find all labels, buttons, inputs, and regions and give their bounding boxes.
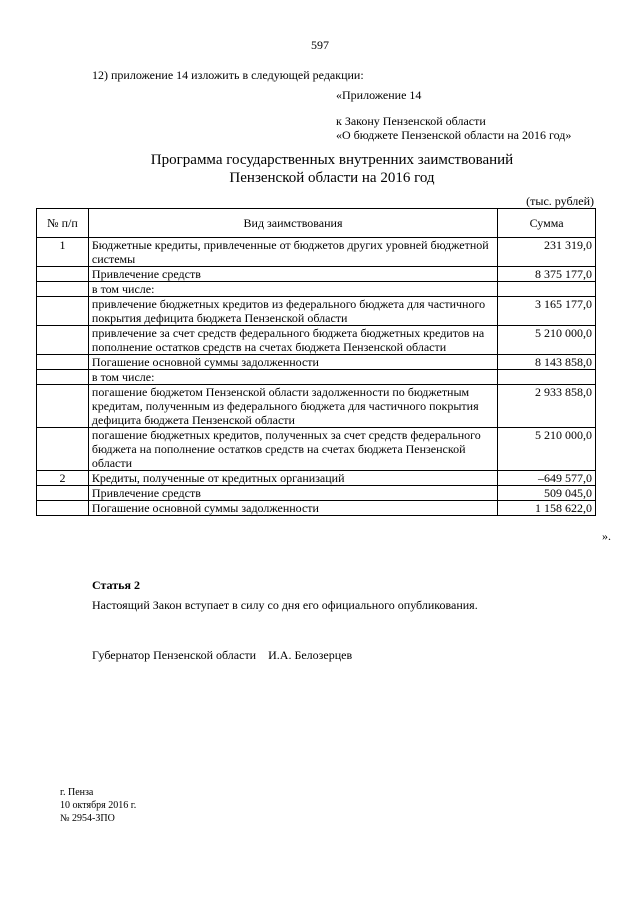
table-row: [37, 370, 596, 385]
appendix-line-3: «О бюджете Пензенской области на 2016 год»: [336, 128, 572, 142]
row-num: [37, 501, 89, 516]
row-type: привлечение за счет средств федерального бюджета бюджетных кредитов на пополнение остатков средств на счетах бюджета Пензенской области: [88, 326, 497, 355]
row-sum: 3 165 177,0: [498, 297, 596, 326]
article-text: Настоящий Закон вступает в силу со дня его официального опубликования.: [92, 598, 478, 612]
row-type: в том числе:: [88, 370, 497, 385]
row-num: [37, 385, 89, 428]
table-row: [37, 501, 596, 516]
row-sum: 2 933 858,0: [498, 385, 596, 428]
footer-number: № 2954-ЗПО: [60, 813, 115, 824]
title-line-2: Пензенской области на 2016 год: [229, 170, 435, 186]
header-type: Вид заимствования: [88, 209, 497, 238]
row-type: Кредиты, полученные от кредитных организаций: [88, 471, 497, 486]
units-label: (тыс. рублей): [526, 194, 594, 208]
appendix-line-2: к Закону Пензенской области: [336, 114, 486, 128]
table-row: [37, 267, 596, 282]
row-sum: –649 577,0: [498, 471, 596, 486]
row-num: [37, 282, 89, 297]
row-sum: 1 158 622,0: [498, 501, 596, 516]
closing-quote: ».: [602, 529, 611, 543]
table-row: [37, 471, 596, 486]
row-num: [37, 297, 89, 326]
row-sum: [498, 370, 596, 385]
row-sum: 509 045,0: [498, 486, 596, 501]
title-line-1: Программа государственных внутренних заимствований: [150, 152, 514, 168]
table-row: [37, 238, 596, 267]
row-sum: 8 143 858,0: [498, 355, 596, 370]
header-num: № п/п: [37, 209, 89, 238]
signature-block: [92, 648, 352, 663]
table-header-row: [37, 209, 596, 238]
footer-city: г. Пенза: [60, 787, 94, 798]
footer-date: 10 октября 2016 г.: [60, 800, 137, 811]
row-sum: 231 319,0: [498, 238, 596, 267]
row-type: Бюджетные кредиты, привлеченные от бюджетов других уровней бюджетной системы: [88, 238, 497, 267]
row-type: Привлечение средств: [88, 486, 497, 501]
row-type: Погашение основной суммы задолженности: [88, 355, 497, 370]
row-num: [37, 428, 89, 471]
amendment-intro: 12) приложение 14 изложить в следующей редакции:: [92, 68, 364, 82]
row-type: погашение бюджетом Пензенской области задолженности по бюджетным кредитам, полученным из федерального бюджета для частичного покрытия дефицита бюджета Пензенской области: [88, 385, 497, 428]
row-sum: 8 375 177,0: [498, 267, 596, 282]
signature-name: И.А. Белозерцев: [268, 648, 353, 662]
row-num: [37, 355, 89, 370]
row-num: [37, 370, 89, 385]
row-type: Привлечение средств: [88, 267, 497, 282]
row-type: Погашение основной суммы задолженности: [88, 501, 497, 516]
table-row: [37, 385, 596, 428]
row-num: [37, 486, 89, 501]
table-row: [37, 486, 596, 501]
appendix-line-1: «Приложение 14: [336, 88, 422, 102]
row-sum: [498, 282, 596, 297]
table-row: [37, 282, 596, 297]
signature-position: Губернатор Пензенской области: [92, 648, 257, 662]
page-number: 597: [311, 38, 329, 52]
row-num: 2: [37, 471, 89, 486]
borrowing-table: [36, 208, 596, 516]
table-row: [37, 355, 596, 370]
table-row: [37, 297, 596, 326]
row-num: 1: [37, 238, 89, 267]
appendix-header: [336, 88, 571, 142]
row-num: [37, 267, 89, 282]
row-type: в том числе:: [88, 282, 497, 297]
row-type: погашение бюджетных кредитов, полученных за счет средств федерального бюджета на пополнение остатков средств на счетах бюджета Пензенской области: [88, 428, 497, 471]
footer-block: [60, 786, 136, 825]
article-title: Статья 2: [92, 578, 140, 592]
table-row: [37, 326, 596, 355]
table-row: [37, 428, 596, 471]
row-sum: 5 210 000,0: [498, 326, 596, 355]
row-type: привлечение бюджетных кредитов из федерального бюджета для частичного покрытия дефицита бюджета Пензенской области: [88, 297, 497, 326]
row-num: [37, 326, 89, 355]
document-title: [0, 151, 640, 187]
header-sum: Сумма: [498, 209, 596, 238]
row-sum: 5 210 000,0: [498, 428, 596, 471]
